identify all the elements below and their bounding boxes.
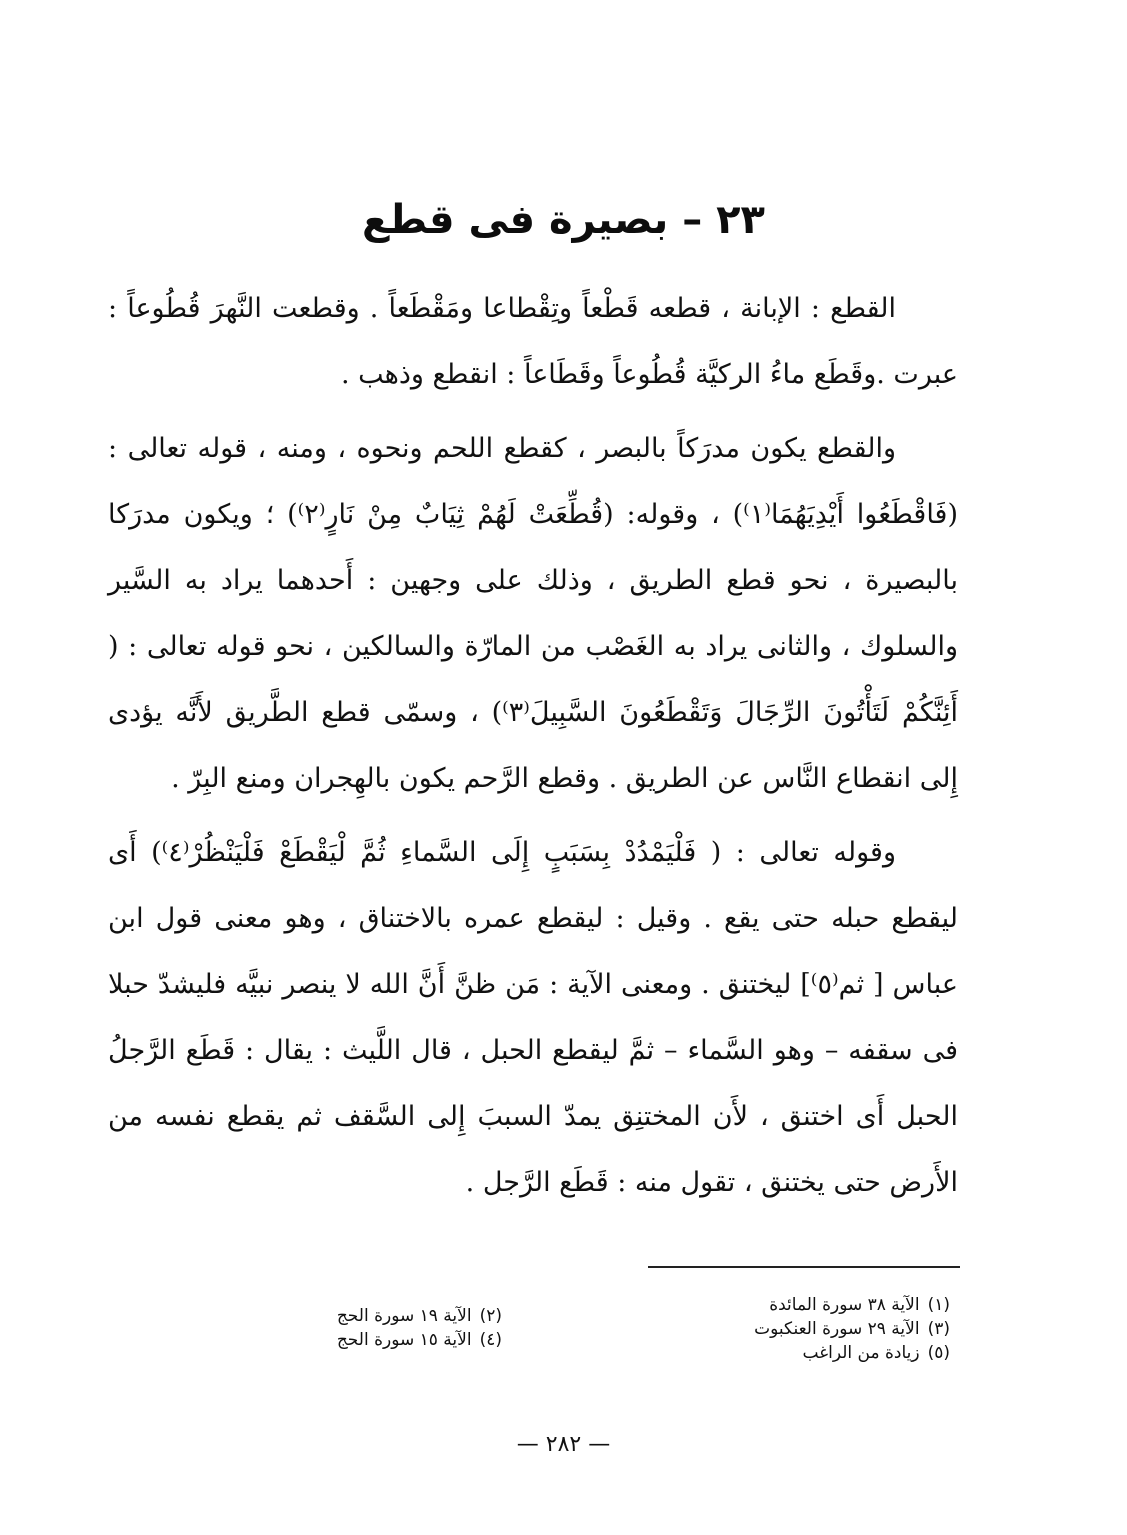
footnote-4 [242, 1328, 502, 1352]
footnote-number: (٥) [927, 1343, 950, 1363]
footnote-5 [650, 1341, 950, 1365]
footnote-1 [650, 1293, 950, 1317]
paragraph-senses: والقطع يكون مدرَكاً بالبصر ، كقطع اللحم ونحوه ، ومنه ، قوله تعالى : (فَاقْطَعُوا أَيْدِيَهُمَا⁽١⁾) ، وقوله: (قُطِّعَتْ لَهُمْ ثِيَابٌ مِنْ نَارٍ⁽٢⁾) ؛ ويكون مدرَكا بالبصيرة ، نحو قطع الطريق ، وذلك على وجهين : أَحدهما يراد به السَّير والسلوك ، والثانى يراد به الغَصْب من المارّة والسالكين ، نحو قوله تعالى : ( أَئِنَّكُمْ لَتَأْتُونَ الرِّجَالَ وَتَقْطَعُونَ السَّبِيلَ⁽٣⁾) ، وسمّى قطع الطَّريق لأَنَّه يؤدى إِلى انقطاع النَّاس عن الطريق . وقطع الرَّحم يكون بالهِجران ومنع البِرّ . [108, 433, 958, 794]
footnote-number: (١) [927, 1295, 950, 1315]
footnotes-right-column [650, 1293, 950, 1365]
footnote-number: (٢) [479, 1306, 502, 1326]
footnote-text: الآية ١٥ سورة الحج [336, 1330, 472, 1350]
footnote-divider [648, 1266, 960, 1268]
footnote-text: زيادة من الراغب [802, 1343, 920, 1363]
page-number: — ٢٨٢ — [516, 1432, 611, 1457]
footnote-number: (٤) [479, 1330, 502, 1350]
footnote-text: الآية ٣٨ سورة المائدة [769, 1295, 920, 1315]
footnotes-left-column [242, 1293, 502, 1352]
paragraph-definition: القطع : الإبانة ، قطعه قَطْعاً وتِقْطاعا ومَقْطَعاً . وقطعت النَّهرَ قُطُوعاً : عبرت .وقَطَع ماءُ الركيَّة قُطُوعاً وقَطَاعاً : انقطع وذهب . [108, 293, 958, 390]
footnote-number: (٣) [927, 1319, 950, 1339]
footnote-3 [650, 1317, 950, 1341]
footnote-text: الآية ١٩ سورة الحج [336, 1306, 472, 1326]
footnote-2 [242, 1304, 502, 1328]
section-heading: ٢٣ – بصيرة فى قطع [362, 197, 765, 243]
footnote-text: الآية ٢٩ سورة العنكبوت [754, 1319, 920, 1339]
main-text [108, 276, 958, 1224]
paragraph-verse-explanation: وقوله تعالى : ( فَلْيَمْدُدْ بِسَبَبٍ إِلَى السَّماءِ ثُمَّ لْيَقْطَعْ فَلْيَنْظُرْ⁽٤⁾) أَى ليقطع حبله حتى يقع . وقيل : ليقطع عمره بالاختناق ، وهو معنى قول ابن عباس [ ثم⁽٥⁾] ليختنق . ومعنى الآية : مَن ظنَّ أَنَّ الله لا ينصر نبيَّه فليشدّ حبلا فى سقفه – وهو السَّماء – ثمَّ ليقطع الحبل ، قال اللَّيث : يقال : قَطَع الرَّجلُ الحبل أَى اختنق ، لأَن المختنِق يمدّ السببَ إِلى السَّقف ثم يقطع نفسه من الأَرض حتى يختنق ، تقول منه : قَطَع الرَّجل . [108, 837, 958, 1198]
